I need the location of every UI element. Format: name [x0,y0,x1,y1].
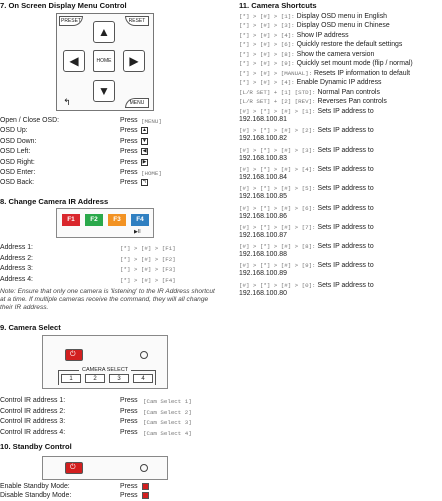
camsel-row-label: Control IR address 4: [0,428,66,436]
ip-shortcut-combo: [#] > [*] > [#] > [0]: [239,281,316,289]
ip-shortcut-item [239,147,374,163]
ip-shortcut-item [239,282,374,298]
standby-power-button[interactable] [65,462,83,474]
osd-remote-panel [56,13,154,111]
osd-row-label: OSD Back: [0,179,35,187]
camera-select-button-1[interactable]: 1 [61,374,81,383]
osd-row-press: Press [120,179,138,187]
ip-shortcut-item [239,185,374,201]
ir-row [0,255,220,264]
power-icon: ⏻ [70,464,76,471]
indicator-circle-icon [140,351,148,359]
osd-row [0,179,220,188]
osd-row-press: Press [120,148,138,156]
ip-address: 192.168.100.87 [239,231,287,239]
standby-heading: 10. Standby Control [0,442,72,451]
camsel-row-label: Control IR address 1: [0,397,66,404]
osd-row-press: Press [120,158,138,166]
indicator-circle-icon [140,464,148,472]
shortcut-item [239,79,382,87]
shortcut-description: Reverses Pan controls [317,98,387,106]
standby-row-label: Enable Standby Mode: [0,483,70,490]
back-arrow-icon: ↰ [63,97,71,107]
camsel-row [0,429,230,438]
ip-shortcut-description: Sets IP address to [317,146,374,154]
standby-row-label: Disable Standby Mode: [0,492,72,499]
ip-shortcut-item [239,166,374,182]
osd-row-press: Press [120,137,138,145]
camsel-row-key: [Cam Select 4] [143,429,192,437]
shortcut-combo: [L/R SET] + [1] [STD]: [239,88,316,96]
camsel-row [0,397,230,406]
ip-shortcut-combo: [#] > [*] > [#] > [5]: [239,185,316,193]
osd-row [0,148,220,157]
ip-shortcut-description: Sets IP address to [317,262,374,270]
osd-row-key: [MENU] [141,118,162,125]
ip-shortcut-description: Sets IP address to [317,243,374,251]
ir-button-f4[interactable]: F4 [131,214,149,226]
ir-row-combo: [*] > [#] > [F1] [120,245,176,252]
shortcut-item [239,89,380,97]
ip-shortcut-combo: [#] > [*] > [#] > [4]: [239,165,316,173]
camera-select-button-4[interactable]: 4 [133,374,153,383]
shortcuts-heading: 11. Camera Shortcuts [239,1,317,10]
ip-address: 192.168.100.84 [239,173,287,181]
camsel-row [0,408,230,417]
ir-row-label: Address 4: [0,275,33,283]
ip-shortcut-item [239,262,374,278]
ir-row-combo: [*] > [#] > [F2] [120,255,176,263]
standby-power-icon [142,492,149,499]
standby-row-press: Press [120,483,138,490]
osd-row [0,138,220,147]
shortcut-item [239,51,374,59]
back-button[interactable] [59,96,75,108]
ip-shortcut-item [239,224,374,240]
ir-button-f2[interactable]: F2 [85,214,103,226]
menu-label: MENU [129,100,145,106]
shortcut-description: Show IP address [296,31,349,39]
ip-shortcut-combo: [#] > [*] > [#] > [2]: [239,127,316,135]
ir-row-label: Address 1: [0,244,33,251]
osd-row-press: Press [120,117,138,124]
ip-shortcut-description: Sets IP address to [317,108,374,115]
ip-shortcut-description: Sets IP address to [317,165,374,173]
ir-button-f1[interactable]: F1 [62,214,80,226]
camera-select-label: CAMERA SELECT [79,367,131,373]
arrow-up-icon: ▲ [98,25,110,39]
reset-button[interactable] [125,16,149,26]
ip-shortcut-item [239,108,374,124]
camsel-power-button[interactable] [65,349,83,361]
arrow-left-icon: ◀ [69,54,79,68]
ip-shortcut-description: Sets IP address to [317,204,374,212]
camera-select-button-2[interactable]: 2 [85,374,105,383]
standby-row [0,483,220,492]
arrow-down-icon: ▼ [98,84,110,98]
ir-row [0,244,220,253]
osd-row-icon: ◀ [142,148,147,155]
ip-shortcut-combo: [#] > [*] > [#] > [9]: [239,262,316,270]
shortcut-item [239,13,387,21]
shortcut-description: Resets IP information to default [313,69,410,77]
ip-address: 192.168.100.81 [239,116,287,123]
ip-shortcut-item [239,243,374,259]
ip-shortcut-description: Sets IP address to [317,281,374,289]
ip-shortcut-combo: [#] > [*] > [#] > [6]: [239,204,316,212]
shortcut-description: Show the camera version [296,50,375,58]
shortcut-item [239,60,413,68]
shortcut-combo: [*] > [#] > [4]: [239,79,295,87]
osd-row-icon: ▼ [142,137,147,144]
osd-right-button[interactable] [123,50,145,72]
ip-shortcut-item [239,127,374,143]
camsel-row-label: Control IR address 3: [0,418,66,426]
ip-shortcut-description: Sets IP address to [317,127,374,135]
shortcut-description: Quickly set mount mode (flip / normal) [296,60,413,68]
ip-address: 192.168.100.88 [239,251,287,259]
osd-left-button[interactable] [63,50,85,72]
shortcut-item [239,70,410,78]
camsel-row-press: Press [120,418,138,426]
ir-row-combo: [*] > [#] > [F4] [120,276,176,284]
camsel-row-press: Press [120,397,138,404]
osd-row-label: OSD Left: [0,148,31,156]
preset-button[interactable] [59,16,83,26]
osd-row-icon: ▶ [142,158,147,165]
ir-row [0,276,220,285]
osd-row-label: OSD Down: [0,137,37,145]
home-label: HOME [96,58,112,64]
osd-row-label: OSD Up: [0,127,28,135]
osd-row-press: Press [120,127,138,135]
osd-row-label: OSD Enter: [0,169,36,176]
power-icon: ⏻ [70,351,76,358]
shortcut-description: Enable Dynamic IP address [296,79,382,87]
standby-remote-panel [42,456,168,480]
osd-row [0,159,220,168]
osd-heading: 7. On Screen Display Menu Control [0,1,127,10]
standby-power-icon [142,483,149,490]
ip-shortcut-combo: [#] > [*] > [#] > [8]: [239,243,316,251]
ip-shortcut-description: Sets IP address to [317,223,374,231]
reset-label: RESET [128,18,146,24]
arrow-right-icon: ▶ [129,54,139,68]
ip-shortcut-combo: [#] > [*] > [#] > [3]: [239,146,316,154]
ir-row-label: Address 3: [0,265,33,273]
shortcut-item [239,98,387,106]
shortcut-description: Display OSD menu in English [296,13,387,20]
ip-shortcut-item [239,205,374,221]
shortcut-combo: [*] > [#] > [4]: [239,31,295,39]
shortcut-combo: [*] > [#] > [9]: [239,60,295,68]
shortcut-combo: [*] > [#] > [6]: [239,41,295,49]
osd-down-button[interactable] [93,80,115,102]
shortcut-combo: [L/R SET] + [2] [REV]: [239,98,316,106]
ip-address: 192.168.100.86 [239,212,287,220]
shortcut-description: Display OSD menu in Chinese [296,22,390,30]
osd-row [0,169,220,178]
ip-shortcut-combo: [#] > [*] > [#] > [1]: [239,108,316,115]
osd-home-button[interactable] [93,50,115,72]
osd-row-label: OSD Right: [0,158,35,166]
osd-row-icon: ▲ [142,127,147,134]
shortcut-item [239,41,402,49]
osd-row-label: Open / Close OSD: [0,117,59,124]
osd-up-button[interactable] [93,21,115,43]
menu-button[interactable] [125,98,149,108]
shortcut-combo: [*] > [#] > [3]: [239,22,295,30]
osd-row-icon: ↰ [142,179,147,186]
camsel-row-press: Press [120,428,138,436]
ip-address: 192.168.100.89 [239,270,287,278]
ip-shortcut-combo: [#] > [*] > [#] > [7]: [239,223,316,231]
ir-row-combo: [*] > [#] > [F3] [120,266,176,274]
preset-label: PRESET [60,18,81,24]
osd-row [0,127,220,136]
shortcut-combo: [*] > [#] > [MANUAL]: [239,69,313,77]
standby-row-press: Press [120,492,138,499]
ir-heading: 8. Change Camera IR Address [0,197,109,206]
camsel-heading: 9. Camera Select [0,323,61,332]
play-pause-icon: ▶II [134,229,141,235]
ip-address: 192.168.100.82 [239,135,287,143]
osd-row [0,117,220,126]
ir-note: Note: Ensure that only one camera is 'listening' to the IR Address shortcut at a time. If multiple cameras receive the command, they will all change their IR address. [0,288,215,311]
ip-address: 192.168.100.83 [239,154,287,162]
shortcut-description: Quickly restore the default settings [296,41,403,49]
camsel-row-key: [Cam Select 1] [143,398,192,405]
camsel-row-key: [Cam Select 2] [143,408,192,416]
camsel-row-press: Press [120,407,138,415]
ir-button-f3[interactable]: F3 [108,214,126,226]
camsel-remote-panel [42,335,168,389]
shortcut-item [239,22,390,30]
osd-row-press: Press [120,169,138,176]
camsel-row [0,418,230,427]
camera-select-button-3[interactable]: 3 [109,374,129,383]
ir-row-label: Address 2: [0,254,33,262]
shortcut-item [239,32,349,40]
ip-shortcut-description: Sets IP address to [317,185,374,193]
shortcut-description: Normal Pan controls [317,88,380,96]
camsel-row-key: [Cam Select 3] [143,419,192,427]
ip-address: 192.168.100.80 [239,289,287,297]
shortcut-combo: [*] > [#] > [8]: [239,50,295,58]
ir-row [0,265,220,274]
osd-row-key: [HOME] [141,170,162,177]
ip-address: 192.168.100.85 [239,193,287,201]
camsel-row-label: Control IR address 2: [0,407,66,415]
shortcut-combo: [*] > [#] > [1]: [239,13,295,20]
